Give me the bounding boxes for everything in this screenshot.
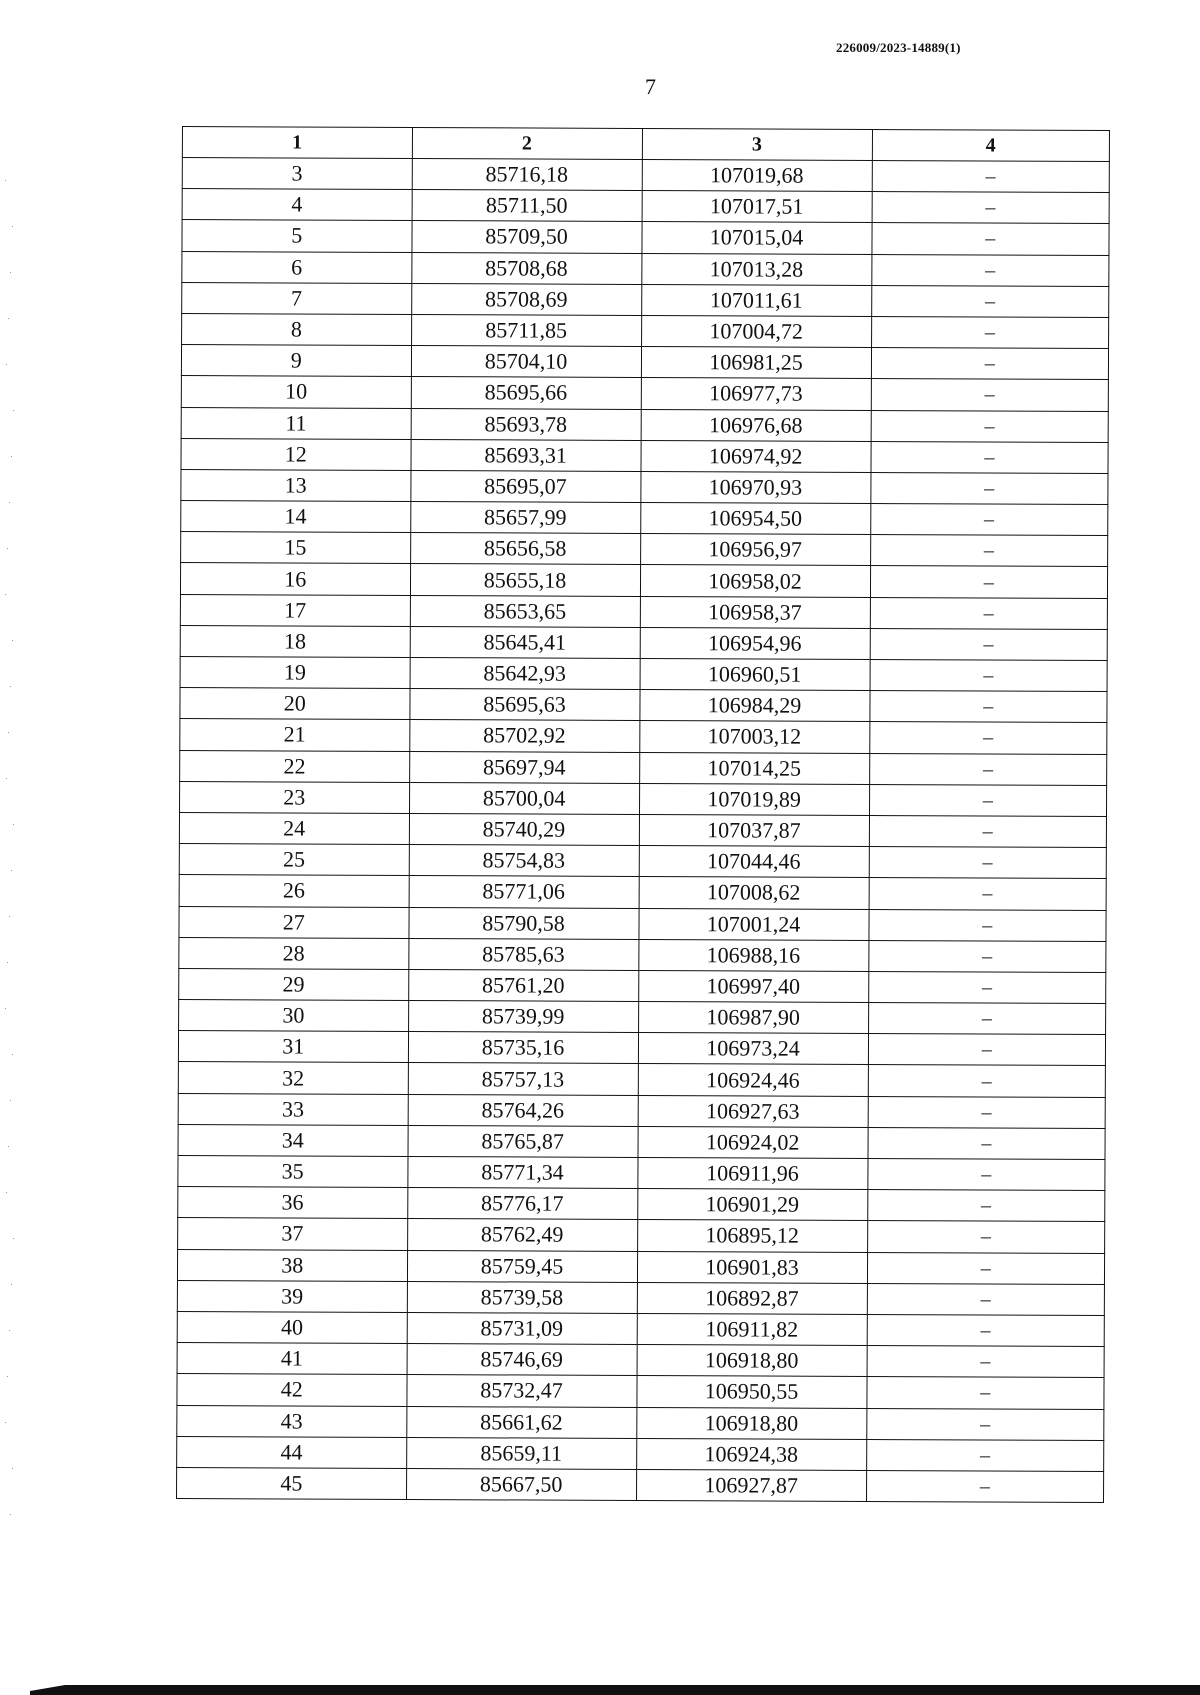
- scan-speck: [12, 640, 13, 641]
- row-number-cell: 22: [180, 750, 410, 782]
- column-4-cell: –: [871, 410, 1109, 442]
- row-number-cell: 16: [180, 563, 410, 595]
- x-coordinate-cell: 85757,13: [408, 1063, 638, 1095]
- row-number-cell: 9: [181, 345, 411, 377]
- column-4-cell: –: [870, 597, 1108, 629]
- table-row: [182, 313, 1109, 348]
- row-number-cell: 14: [181, 501, 411, 533]
- row-number-cell: 28: [179, 937, 409, 969]
- table-row: [182, 282, 1109, 317]
- coordinates-table: [176, 126, 1110, 1503]
- scan-speck: [10, 1514, 11, 1515]
- y-coordinate-cell: 106987,90: [638, 1002, 868, 1034]
- y-coordinate-cell: 106911,96: [637, 1157, 867, 1189]
- row-number-cell: 34: [178, 1124, 408, 1156]
- y-coordinate-cell: 106954,50: [640, 503, 870, 535]
- table-row: [180, 781, 1107, 816]
- table-row: [182, 220, 1109, 255]
- table-row: [181, 532, 1108, 567]
- scan-speck: [10, 1100, 11, 1101]
- row-number-cell: 24: [179, 812, 409, 844]
- x-coordinate-cell: 85732,47: [406, 1375, 636, 1407]
- row-number-cell: 43: [177, 1405, 407, 1437]
- x-coordinate-cell: 85695,07: [410, 470, 640, 502]
- y-coordinate-cell: 106954,96: [640, 627, 870, 659]
- column-4-cell: –: [872, 223, 1110, 255]
- x-coordinate-cell: 85746,69: [407, 1344, 637, 1376]
- column-4-cell: –: [868, 1127, 1106, 1159]
- document-id: 226009/2023-14889(1): [836, 40, 961, 55]
- x-coordinate-cell: 85776,17: [407, 1188, 637, 1220]
- table-row: [178, 1062, 1105, 1097]
- table-row: [178, 1093, 1105, 1128]
- table-row: [179, 812, 1106, 847]
- column-4-cell: –: [869, 847, 1107, 879]
- column-4-cell: –: [866, 1439, 1104, 1471]
- table-row: [179, 1000, 1106, 1035]
- table-row: [181, 501, 1108, 536]
- scan-speck: [13, 824, 14, 825]
- row-number-cell: 3: [182, 158, 412, 190]
- table-row: [180, 750, 1107, 785]
- scan-speck: [11, 870, 12, 871]
- scan-speck: [9, 1330, 10, 1331]
- table-row: [180, 656, 1107, 691]
- y-coordinate-cell: 106984,29: [639, 690, 869, 722]
- row-number-cell: 44: [177, 1436, 407, 1468]
- row-number-cell: 11: [181, 407, 411, 439]
- scan-speck: [6, 364, 7, 365]
- table-row: [179, 906, 1106, 941]
- y-coordinate-cell: 106911,82: [637, 1313, 867, 1345]
- y-coordinate-cell: 106981,25: [641, 347, 871, 379]
- row-number-cell: 23: [180, 781, 410, 813]
- y-coordinate-cell: 106918,80: [637, 1345, 867, 1377]
- y-coordinate-cell: 106960,51: [640, 659, 870, 691]
- column-4-cell: –: [870, 628, 1108, 660]
- y-coordinate-cell: 106970,93: [640, 471, 870, 503]
- x-coordinate-cell: 85704,10: [411, 346, 641, 378]
- column-4-cell: –: [871, 348, 1109, 380]
- y-coordinate-cell: 107019,89: [639, 783, 869, 815]
- y-coordinate-cell: 106918,80: [636, 1407, 866, 1439]
- scan-edge-bar: [30, 1685, 1200, 1695]
- x-coordinate-cell: 85711,85: [411, 314, 641, 346]
- y-coordinate-cell: 107014,25: [639, 752, 869, 784]
- y-coordinate-cell: 106958,02: [640, 565, 870, 597]
- table-row: [179, 875, 1106, 910]
- x-coordinate-cell: 85771,34: [407, 1156, 637, 1188]
- column-4-cell: –: [869, 815, 1107, 847]
- x-coordinate-cell: 85695,63: [409, 689, 639, 721]
- x-coordinate-cell: 85693,78: [411, 408, 641, 440]
- y-coordinate-cell: 107004,72: [641, 315, 871, 347]
- column-4-cell: –: [867, 1346, 1105, 1378]
- column-4-cell: –: [869, 753, 1107, 785]
- x-coordinate-cell: 85739,58: [407, 1281, 637, 1313]
- column-4-cell: –: [867, 1252, 1105, 1284]
- row-number-cell: 31: [178, 1031, 408, 1063]
- scan-speck: [9, 502, 10, 503]
- y-coordinate-cell: 107003,12: [639, 721, 869, 753]
- scan-speck: [7, 548, 8, 549]
- column-4-cell: –: [870, 472, 1108, 504]
- table-row: [179, 937, 1106, 972]
- x-coordinate-cell: 85716,18: [412, 159, 642, 191]
- table-row: [181, 376, 1108, 411]
- table-header-row: [182, 127, 1109, 162]
- row-number-cell: 29: [179, 968, 409, 1000]
- column-4-cell: –: [871, 285, 1109, 317]
- x-coordinate-cell: 85653,65: [410, 595, 640, 627]
- table-row: [178, 1187, 1105, 1222]
- x-coordinate-cell: 85655,18: [410, 564, 640, 596]
- table-row: [180, 594, 1107, 629]
- row-number-cell: 4: [182, 189, 412, 221]
- x-coordinate-cell: 85645,41: [410, 626, 640, 658]
- scan-speck: [6, 1192, 7, 1193]
- y-coordinate-cell: 106973,24: [638, 1033, 868, 1065]
- column-4-cell: –: [866, 1470, 1104, 1502]
- row-number-cell: 18: [180, 625, 410, 657]
- column-4-cell: –: [868, 1034, 1106, 1066]
- row-number-cell: 27: [179, 906, 409, 938]
- x-coordinate-cell: 85759,45: [407, 1250, 637, 1282]
- column-4-cell: –: [869, 878, 1107, 910]
- column-4-cell: –: [867, 1283, 1105, 1315]
- x-coordinate-cell: 85693,31: [411, 439, 641, 471]
- row-number-cell: 5: [182, 220, 412, 252]
- y-coordinate-cell: 107013,28: [641, 253, 871, 285]
- scan-speck: [8, 1146, 9, 1147]
- y-coordinate-cell: 106956,97: [640, 534, 870, 566]
- row-number-cell: 15: [181, 532, 411, 564]
- table-row: [181, 438, 1108, 473]
- scan-speck: [11, 1284, 12, 1285]
- row-number-cell: 25: [179, 844, 409, 876]
- table-row: [177, 1249, 1104, 1284]
- x-coordinate-cell: 85731,09: [407, 1312, 637, 1344]
- column-header-1: 1: [182, 127, 412, 159]
- row-number-cell: 45: [177, 1467, 407, 1499]
- y-coordinate-cell: 107019,68: [642, 160, 872, 192]
- y-coordinate-cell: 107017,51: [642, 191, 872, 223]
- y-coordinate-cell: 107008,62: [639, 877, 869, 909]
- column-4-cell: –: [869, 909, 1107, 941]
- y-coordinate-cell: 106901,83: [637, 1251, 867, 1283]
- y-coordinate-cell: 107001,24: [638, 908, 868, 940]
- y-coordinate-cell: 106924,38: [636, 1438, 866, 1470]
- y-coordinate-cell: 107044,46: [639, 846, 869, 878]
- scan-speck: [12, 1054, 13, 1055]
- column-4-cell: –: [866, 1408, 1104, 1440]
- column-4-cell: –: [867, 1159, 1105, 1191]
- column-4-cell: –: [871, 441, 1109, 473]
- column-header-3: 3: [642, 129, 872, 161]
- y-coordinate-cell: 106997,40: [638, 970, 868, 1002]
- x-coordinate-cell: 85642,93: [410, 657, 640, 689]
- column-4-cell: –: [868, 940, 1106, 972]
- table-row: [177, 1280, 1104, 1315]
- x-coordinate-cell: 85709,50: [411, 221, 641, 253]
- row-number-cell: 38: [177, 1249, 407, 1281]
- x-coordinate-cell: 85764,26: [408, 1094, 638, 1126]
- column-4-cell: –: [869, 691, 1107, 723]
- row-number-cell: 32: [178, 1062, 408, 1094]
- y-coordinate-cell: 106892,87: [637, 1282, 867, 1314]
- row-number-cell: 12: [181, 438, 411, 470]
- table-row: [179, 968, 1106, 1003]
- y-coordinate-cell: 106895,12: [637, 1220, 867, 1252]
- column-4-cell: –: [868, 1065, 1106, 1097]
- column-4-cell: –: [871, 254, 1109, 286]
- y-coordinate-cell: 106988,16: [638, 939, 868, 971]
- table-row: [181, 407, 1108, 442]
- column-4-cell: –: [872, 161, 1110, 193]
- y-coordinate-cell: 106974,92: [641, 440, 871, 472]
- table-row: [182, 189, 1109, 224]
- x-coordinate-cell: 85659,11: [406, 1437, 636, 1469]
- row-number-cell: 26: [179, 875, 409, 907]
- column-4-cell: –: [870, 566, 1108, 598]
- x-coordinate-cell: 85761,20: [408, 969, 638, 1001]
- table-row: [177, 1436, 1104, 1471]
- row-number-cell: 19: [180, 656, 410, 688]
- x-coordinate-cell: 85754,83: [409, 845, 639, 877]
- x-coordinate-cell: 85708,69: [411, 283, 641, 315]
- row-number-cell: 33: [178, 1093, 408, 1125]
- page-number: 7: [645, 74, 656, 99]
- x-coordinate-cell: 85667,50: [406, 1468, 636, 1500]
- table-row: [180, 563, 1107, 598]
- x-coordinate-cell: 85735,16: [408, 1032, 638, 1064]
- row-number-cell: 20: [180, 688, 410, 720]
- x-coordinate-cell: 85739,99: [408, 1001, 638, 1033]
- x-coordinate-cell: 85656,58: [410, 533, 640, 565]
- y-coordinate-cell: 106924,46: [638, 1064, 868, 1096]
- scan-speck: [13, 1238, 14, 1239]
- scan-speck: [5, 180, 6, 181]
- scan-speck: [8, 318, 9, 319]
- column-4-cell: –: [871, 316, 1109, 348]
- scan-speck: [12, 226, 13, 227]
- scan-speck: [5, 594, 6, 595]
- scan-speck: [5, 1008, 6, 1009]
- table-row: [181, 345, 1108, 380]
- x-coordinate-cell: 85697,94: [409, 751, 639, 783]
- row-number-cell: 37: [178, 1218, 408, 1250]
- column-4-cell: –: [866, 1377, 1104, 1409]
- table-row: [177, 1343, 1104, 1378]
- y-coordinate-cell: 106958,37: [640, 596, 870, 628]
- x-coordinate-cell: 85740,29: [409, 813, 639, 845]
- row-number-cell: 13: [181, 469, 411, 501]
- y-coordinate-cell: 106901,29: [637, 1189, 867, 1221]
- y-coordinate-cell: 107011,61: [641, 284, 871, 316]
- scan-speck: [6, 778, 7, 779]
- table-row: [180, 719, 1107, 754]
- y-coordinate-cell: 106927,87: [636, 1469, 866, 1501]
- row-number-cell: 40: [177, 1311, 407, 1343]
- y-coordinate-cell: 106977,73: [641, 378, 871, 410]
- row-number-cell: 36: [178, 1187, 408, 1219]
- x-coordinate-cell: 85657,99: [410, 502, 640, 534]
- table-row: [178, 1218, 1105, 1253]
- table-row: [178, 1031, 1105, 1066]
- y-coordinate-cell: 107015,04: [641, 222, 871, 254]
- scan-speck: [11, 456, 12, 457]
- row-number-cell: 41: [177, 1343, 407, 1375]
- scan-speck: [7, 962, 8, 963]
- y-coordinate-cell: 107037,87: [639, 814, 869, 846]
- row-number-cell: 39: [177, 1280, 407, 1312]
- y-coordinate-cell: 106927,63: [638, 1095, 868, 1127]
- column-4-cell: –: [868, 971, 1106, 1003]
- scan-speck: [10, 272, 11, 273]
- column-4-cell: –: [870, 504, 1108, 536]
- column-4-cell: –: [872, 192, 1110, 224]
- x-coordinate-cell: 85695,66: [411, 377, 641, 409]
- column-4-cell: –: [869, 784, 1107, 816]
- row-number-cell: 21: [180, 719, 410, 751]
- row-number-cell: 42: [177, 1374, 407, 1406]
- scan-speck: [8, 732, 9, 733]
- row-number-cell: 17: [180, 594, 410, 626]
- table-body: [177, 158, 1110, 1503]
- table-row: [181, 469, 1108, 504]
- y-coordinate-cell: 106976,68: [641, 409, 871, 441]
- x-coordinate-cell: 85702,92: [409, 720, 639, 752]
- column-4-cell: –: [868, 1003, 1106, 1035]
- x-coordinate-cell: 85762,49: [407, 1219, 637, 1251]
- x-coordinate-cell: 85711,50: [412, 190, 642, 222]
- row-number-cell: 7: [182, 282, 412, 314]
- table-row: [180, 688, 1107, 723]
- x-coordinate-cell: 85790,58: [409, 907, 639, 939]
- column-4-cell: –: [867, 1190, 1105, 1222]
- row-number-cell: 6: [182, 251, 412, 283]
- scan-speck: [13, 410, 14, 411]
- row-number-cell: 30: [179, 1000, 409, 1032]
- column-4-cell: –: [869, 722, 1107, 754]
- table-row: [177, 1467, 1104, 1502]
- column-header-4: 4: [872, 130, 1110, 162]
- scan-speck: [12, 1468, 13, 1469]
- y-coordinate-cell: 106924,02: [638, 1126, 868, 1158]
- scan-speck: [7, 1376, 8, 1377]
- table-row: [178, 1124, 1105, 1159]
- column-4-cell: –: [867, 1314, 1105, 1346]
- table-row: [178, 1155, 1105, 1190]
- column-4-cell: –: [868, 1096, 1106, 1128]
- table-row: [182, 251, 1109, 286]
- x-coordinate-cell: 85785,63: [408, 938, 638, 970]
- scan-speck: [10, 686, 11, 687]
- table-header: [182, 127, 1109, 162]
- table-row: [182, 158, 1109, 193]
- row-number-cell: 8: [182, 313, 412, 345]
- table-row: [179, 844, 1106, 879]
- column-4-cell: –: [870, 535, 1108, 567]
- x-coordinate-cell: 85661,62: [406, 1406, 636, 1438]
- x-coordinate-cell: 85708,68: [411, 252, 641, 284]
- column-4-cell: –: [870, 660, 1108, 692]
- x-coordinate-cell: 85765,87: [408, 1125, 638, 1157]
- column-header-2: 2: [412, 128, 642, 160]
- table-row: [177, 1374, 1104, 1409]
- x-coordinate-cell: 85771,06: [409, 876, 639, 908]
- table-row: [177, 1311, 1104, 1346]
- row-number-cell: 10: [181, 376, 411, 408]
- x-coordinate-cell: 85700,04: [409, 782, 639, 814]
- table-row: [180, 625, 1107, 660]
- scan-speck: [9, 916, 10, 917]
- scan-speck: [5, 1422, 6, 1423]
- column-4-cell: –: [867, 1221, 1105, 1253]
- row-number-cell: 35: [178, 1155, 408, 1187]
- y-coordinate-cell: 106950,55: [636, 1376, 866, 1408]
- table-row: [177, 1405, 1104, 1440]
- column-4-cell: –: [871, 379, 1109, 411]
